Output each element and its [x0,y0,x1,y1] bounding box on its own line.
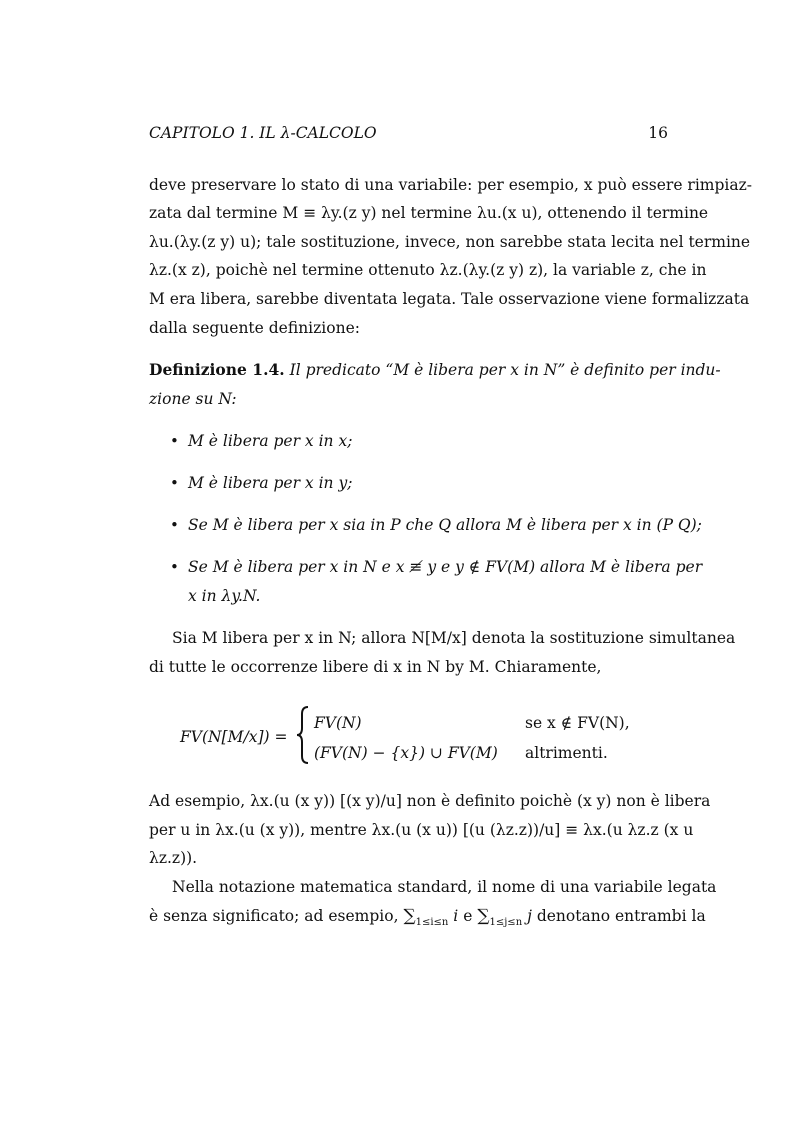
definition-line: zione su N: [149,390,237,408]
body-line: λu.(λy.(z y) u); tale sostituzione, invece, non sarebbe stata lecita nel termine [149,233,751,251]
bullet-icon: • [170,432,179,450]
definition-heading-line [149,360,721,380]
body-line: λz.z)). [149,849,198,867]
definition-text: Il predicato “M è libera per x in N” è definito per indu- [289,361,721,379]
body-line: zata dal termine M ≡ λy.(z y) nel termine λu.(x u), ottenendo il termine [149,204,709,222]
body-line: λz.(x z), poichè nel termine ottenuto λz.(λy.(z y) z), la variable z, che in [149,261,707,279]
chapter-title: CAPITOLO 1. IL λ-CALCOLO [149,124,377,142]
text-span: denotano entrambi la [536,907,706,925]
case2-condition: altrimenti. [525,744,608,762]
definition-item: Se M è libera per x sia in P che Q allora M è libera per x in (P Q); [188,516,702,534]
left-brace-icon [296,706,310,764]
body-line: Nella notazione matematica standard, il nome di una variabile legata [172,878,717,896]
text-span: e [463,907,473,925]
definition-item: M è libera per x in x; [188,432,353,450]
bullet-icon: • [170,474,179,492]
body-line: dalla seguente definizione: [149,319,360,337]
sum-subscript: 1≤i≤n [415,917,449,928]
definition-item-continuation: x in λy.N. [188,587,261,605]
sum-subscript: 1≤j≤n [489,917,523,928]
body-line: di tutte le occorrenze libere di x in N by M. Chiaramente, [149,658,602,676]
body-line: Sia M libera per x in N; allora N[M/x] denota la sostituzione simultanea [172,629,736,647]
definition-item: Se M è libera per x in N e x ≢ y e y ∉ FV(M) allora M è libera per [188,558,703,576]
body-line: deve preservare lo stato di una variabile: per esempio, x può essere rimpiaz- [149,176,753,194]
case1-expression: FV(N) [314,714,362,732]
body-line: per u in λx.(u (x y)), mentre λx.(u (x u)) [(u (λz.z))/u] ≡ λx.(u λz.z (x u [149,821,694,839]
sum-icon: ∑ [403,906,416,926]
sum-icon: ∑ [477,906,490,926]
case1-condition: se x ∉ FV(N), [525,714,630,732]
sum-variable: j [527,907,532,925]
running-header [149,124,668,146]
definition-item: M è libera per x in y; [188,474,353,492]
bullet-icon: • [170,558,179,576]
sum-variable: i [453,907,459,925]
bullet-icon: • [170,516,179,534]
body-line: Ad esempio, λx.(u (x y)) [(x y)/u] non è definito poichè (x y) non è libera [149,792,711,810]
equation-lhs: FV(N[M/x]) = [180,728,288,746]
body-line-with-sums [149,906,706,933]
text-span: è senza significato; ad esempio, [149,907,399,925]
page-number: 16 [648,124,668,142]
body-line: M era libera, sarebbe diventata legata. Tale osservazione viene formalizzata [149,290,750,308]
definition-label: Definizione 1.4. [149,360,285,379]
case2-expression: (FV(N) − {x}) ∪ FV(M) [314,744,498,762]
